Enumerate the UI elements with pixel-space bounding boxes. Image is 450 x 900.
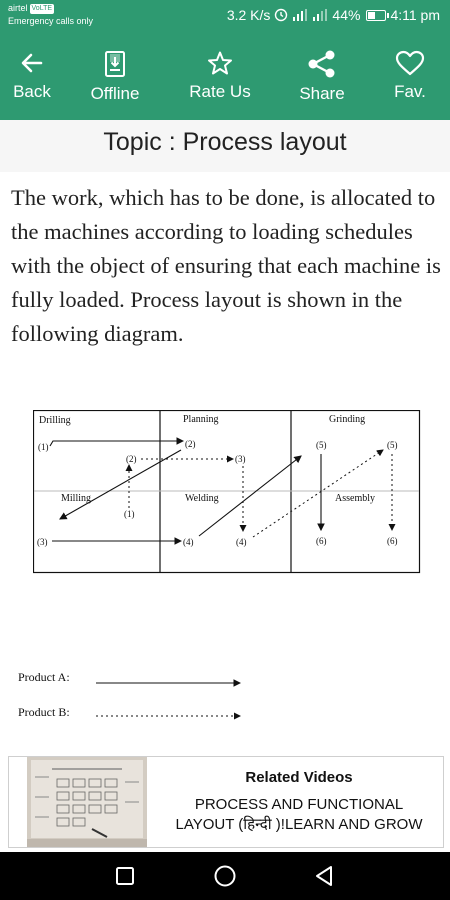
node-drilling-1: (1)	[38, 442, 49, 452]
node-milling-3: (3)	[37, 537, 48, 547]
triangle-back-icon	[314, 865, 334, 887]
carrier-name: airtel	[8, 3, 28, 13]
favorite-label: Fav.	[394, 82, 426, 101]
cell-planning: Planning	[183, 414, 219, 425]
download-file-icon	[103, 50, 127, 78]
node-grinding-5a: (5)	[316, 440, 327, 450]
whiteboard-thumbnail-image	[27, 757, 147, 847]
square-icon	[115, 866, 135, 886]
video-thumbnail[interactable]	[27, 757, 147, 847]
emergency-text: Emergency calls only	[8, 16, 94, 26]
node-welding-4a: (4)	[183, 537, 194, 547]
hotspot-icon	[274, 8, 288, 22]
offline-button[interactable]	[82, 32, 148, 120]
related-videos-card[interactable]	[8, 756, 444, 848]
node-assembly-6b: (6)	[387, 536, 398, 546]
heart-icon	[395, 50, 425, 76]
status-bar	[0, 0, 450, 32]
signal-icon	[292, 9, 308, 21]
diagram-legend	[18, 664, 258, 724]
circle-icon	[213, 864, 237, 888]
node-milling-1: (1)	[124, 509, 135, 519]
topic-bar	[0, 120, 450, 172]
process-layout-diagram	[33, 410, 421, 576]
carrier	[8, 3, 54, 14]
share-label: Share	[299, 84, 345, 103]
cell-welding: Welding	[185, 493, 219, 504]
related-video-title-line-1: PROCESS AND FUNCTIONAL	[194, 796, 404, 813]
node-welding-4b: (4)	[236, 537, 247, 547]
related-videos-title: Related Videos	[245, 769, 353, 786]
node-planning-3: (3)	[235, 454, 246, 464]
legend-product-b: Product B:	[18, 705, 70, 719]
rate-us-label: Rate Us	[189, 82, 251, 101]
cell-milling: Milling	[61, 493, 92, 504]
cell-drilling: Drilling	[39, 415, 71, 426]
page-title: Topic : Process layout	[103, 128, 347, 156]
related-video-title[interactable]	[149, 795, 449, 835]
back-label: Back	[13, 82, 51, 101]
recents-button[interactable]	[95, 852, 155, 900]
cell-assembly: Assembly	[335, 493, 375, 504]
toolbar	[0, 32, 450, 120]
related-video-title-line-2: LAYOUT (हिन्दी )!LEARN AND GROW	[175, 816, 423, 833]
share-icon	[307, 50, 337, 78]
battery-icon	[366, 10, 386, 21]
network-speed: 3.2 K/s	[226, 7, 271, 23]
back-arrow-icon	[19, 50, 45, 76]
star-icon	[207, 50, 233, 76]
back-nav-button[interactable]	[294, 852, 354, 900]
legend-product-a: Product A:	[18, 670, 70, 684]
offline-label: Offline	[90, 84, 140, 103]
node-grinding-5b: (5)	[387, 440, 398, 450]
status-indicators	[227, 7, 440, 23]
favorite-button[interactable]	[382, 32, 438, 120]
system-nav-bar	[0, 852, 450, 900]
volte-badge: VoLTE	[31, 4, 53, 12]
cell-grinding: Grinding	[329, 414, 366, 425]
home-button[interactable]	[195, 852, 255, 900]
clock: 4:11 pm	[390, 7, 440, 23]
article-text: The work, which has to be done, is allocated to the machines according to loading schedules with the object of ensuring that each machine is fully loaded. Process layout is shown in the following diagram.	[11, 185, 441, 346]
signal-icon-2	[312, 9, 328, 21]
battery-percent: 44%	[332, 7, 361, 23]
battery-fill	[368, 12, 375, 19]
node-drilling-2: (2)	[126, 454, 137, 464]
back-button[interactable]	[0, 32, 64, 120]
rate-us-button[interactable]	[180, 32, 260, 120]
node-planning-2: (2)	[185, 439, 196, 449]
share-button[interactable]	[292, 32, 352, 120]
node-assembly-6a: (6)	[316, 536, 327, 546]
